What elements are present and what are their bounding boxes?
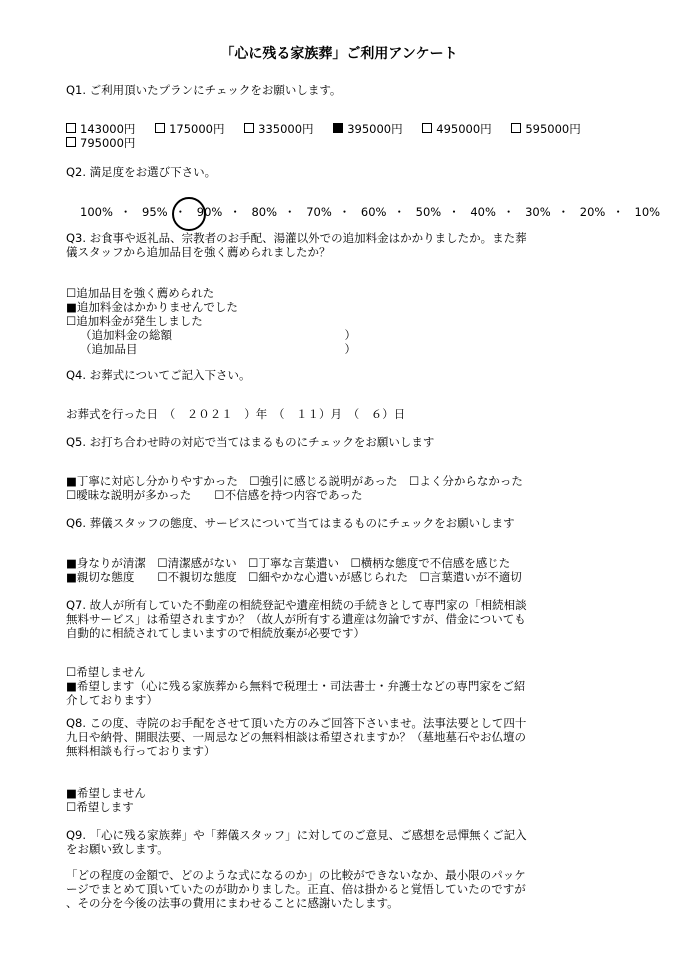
plan-option[interactable] (244, 122, 313, 136)
scale-option[interactable]: 60% (360, 205, 387, 219)
scale-separator: ・ (338, 205, 351, 219)
q7-answer-option[interactable]: ■希望します（心に残る家族葬から無料で税理士・司法書士・弁護士などの専門家をご紹 (66, 679, 526, 694)
plan-label: 595000円 (525, 122, 581, 136)
scale-separator: ・ (448, 205, 460, 219)
q9-question-line: をお願い致します。 (66, 842, 169, 857)
checkbox-icon[interactable] (66, 137, 76, 147)
q9-question (66, 828, 527, 856)
q9-question-line: Q9. 「心に残る家族葬」や「葬儀スタッフ」に対してのご意見、ご感想を忌憚無くご記入 (66, 828, 527, 842)
q6-question: Q6. 葬儀スタッフの態度、サービスについて当てはまるものにチェックをお願いします (66, 516, 515, 530)
scale-separator: ・ (229, 205, 241, 219)
q7-question-line: 自動的に相続されてしまいますので相続放棄が必要です） (66, 626, 365, 641)
satisfaction-scale (80, 205, 660, 219)
checkbox-icon[interactable] (244, 123, 254, 133)
checkbox-icon[interactable] (66, 123, 76, 133)
plan-option[interactable] (422, 122, 491, 136)
checkbox-icon[interactable] (422, 123, 432, 133)
q7-answers (66, 665, 525, 707)
additional-items-field[interactable]: （追加品目 ） (80, 342, 356, 357)
q1-plan-options (66, 122, 626, 151)
plan-label: 143000円 (80, 122, 136, 136)
q9-comment-line: 、その分を今後の法事の費用にまわせることに感謝いたします。 (66, 896, 399, 911)
q8-answer-option[interactable]: ☐希望します (66, 800, 134, 815)
q8-question (66, 716, 526, 758)
q5-answers (66, 474, 523, 502)
funeral-date-field[interactable]: お葬式を行った日 （ ２０２１ ）年 （ １１）月 （ ６）日 (66, 407, 406, 421)
scale-option[interactable]: 50% (415, 205, 442, 219)
page-title: 「心に残る家族葬」ご利用アンケート (220, 46, 458, 62)
q3-question (66, 231, 527, 259)
q8-answer-option[interactable]: ■希望しません (66, 786, 146, 800)
plan-option[interactable] (66, 122, 135, 136)
q9-comment-line: 「どの程度の金額で、どのような式になるのか」の比較ができないなか、最小限のパッケ (66, 868, 526, 882)
scale-option[interactable]: 40% (470, 205, 496, 219)
q7-question-line: 無料サービス」は希望されますか？（故人が所有する遺産は勿論ですが、借金についても (66, 612, 526, 627)
scale-option[interactable]: 100% (80, 205, 113, 219)
q5-question: Q5. お打ち合わせ時の対応で当てはまるものにチェックをお願いします (66, 435, 435, 449)
scale-option[interactable]: 30% (525, 205, 551, 219)
q7-question-line: Q7. 故人が所有していた不動産の相続登記や遺産相続の手続きとして専門家の「相続相談 (66, 598, 527, 612)
q5-answer-row[interactable]: ■丁寧に対応し分かりやすかった ☐強引に感じる説明があった ☐よく分からなかった (66, 474, 523, 488)
q3-answer-option[interactable]: ☐追加品目を強く薦められた (66, 286, 215, 300)
q1-question: Q1. ご利用頂いたプランにチェックをお願いします。 (66, 83, 342, 97)
scale-option[interactable]: 20% (579, 205, 606, 219)
q7-answer-continuation: 介しております） (66, 693, 158, 708)
q8-answers (66, 786, 146, 814)
q3-answers (66, 286, 356, 356)
q7-question (66, 598, 527, 640)
q6-answer-row[interactable]: ■身なりが清潔 ☐清潔感がない ☐丁寧な言葉遣い ☐横柄な態度で不信感を感じた (66, 556, 511, 570)
scale-separator: ・ (557, 205, 570, 219)
selection-circle-icon (172, 197, 206, 231)
additional-fee-total-field[interactable]: （追加料金の総額 ） (80, 328, 356, 343)
scale-option[interactable]: 70% (306, 205, 332, 219)
q3-answer-option[interactable]: ☐追加料金が発生しました (66, 314, 203, 329)
plan-label: 795000円 (80, 136, 136, 151)
q3-answer-option[interactable]: ■追加料金はかかりませんでした (66, 300, 238, 315)
scale-option[interactable]: 10% (634, 205, 661, 219)
scale-separator: ・ (502, 205, 515, 219)
q7-answer-option[interactable]: ☐希望しません (66, 665, 146, 679)
plan-label: 495000円 (436, 122, 492, 136)
plan-label: 175000円 (169, 122, 225, 136)
scale-separator: ・ (393, 205, 405, 219)
checked-checkbox-icon[interactable] (333, 123, 343, 133)
scale-separator: ・ (612, 205, 624, 219)
q8-question-line: 無料相談も行っております） (66, 744, 216, 759)
q8-question-line: 九日や納骨、開眼法要、一周忌などの無料相談は希望されますか？（墓地墓石やお仏壇の (66, 730, 526, 745)
q6-answers (66, 556, 522, 584)
scale-option[interactable]: 95% (142, 205, 168, 219)
checkbox-icon[interactable] (511, 123, 521, 133)
scale-separator: ・ (284, 205, 296, 219)
q5-answer-row[interactable]: ☐曖昧な説明が多かった ☐不信感を持つ内容であった (66, 488, 363, 503)
plan-option[interactable] (66, 136, 135, 150)
q9-comment-field[interactable] (66, 868, 526, 910)
plan-option[interactable] (511, 122, 580, 136)
scale-option-selected[interactable]: 90% (196, 205, 223, 219)
plan-option[interactable] (155, 122, 224, 136)
scale-option[interactable]: 80% (251, 205, 278, 219)
plan-label: 335000円 (258, 122, 314, 136)
plan-option[interactable] (333, 122, 402, 136)
q9-comment-line: ージでまとめて頂いていたのが助かりました。正直、倍は掛かると覚悟していたのですが (66, 882, 526, 897)
checkbox-icon[interactable] (155, 123, 165, 133)
scale-separator: ・ (119, 205, 132, 219)
q6-answer-row[interactable]: ■親切な態度 ☐不親切な態度 ☐細やかな心遣いが感じられた ☐言葉遣いが不適切 (66, 570, 522, 585)
q3-question-line: Q3. お食事や返礼品、宗教者のお手配、湯灌以外での追加料金はかかりましたか。また葬 (66, 231, 527, 245)
q3-question-line: 儀スタッフから追加品目を強く薦められましたか？ (66, 245, 331, 260)
scale-separator: ・ (174, 205, 187, 219)
q2-question: Q2. 満足度をお選び下さい。 (66, 165, 217, 179)
plan-label: 395000円 (347, 122, 403, 136)
q4-question: Q4. お葬式についてご記入下さい。 (66, 368, 251, 382)
q8-question-line: Q8. この度、寺院のお手配をさせて頂いた方のみご回答下さいませ。法事法要として四十 (66, 716, 527, 730)
